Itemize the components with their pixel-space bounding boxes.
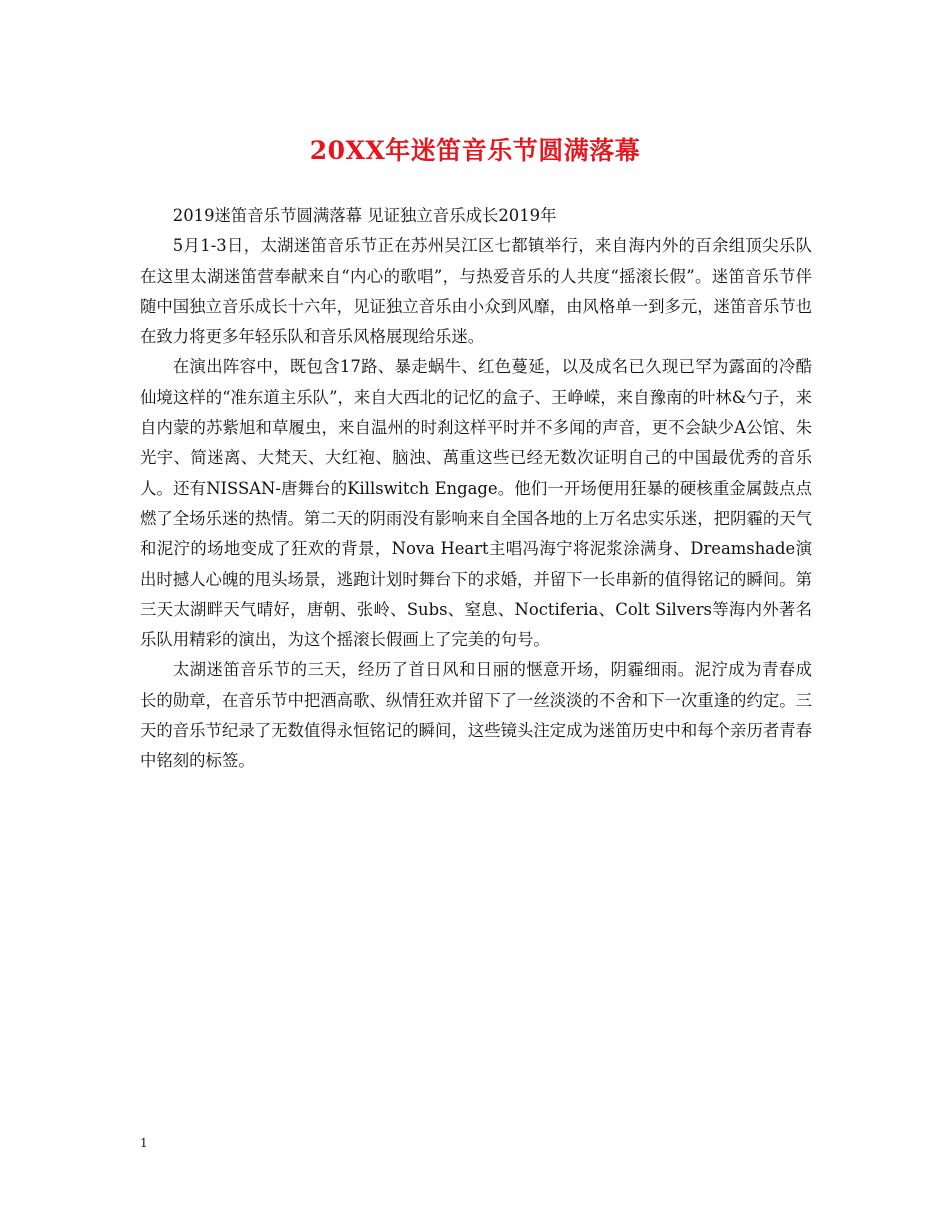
paragraph-lineup: 在演出阵容中，既包含17路、暴走蜗牛、红色蔓延，以及成名已久现已罕为露面的冷酷仙境这样的“准东道主乐队”，来自大西北的记忆的盒子、王峥嵘，来自豫南的叶林&勺子，来自内蒙的苏紫旭和草履虫，来自温州的时刹这样平时并不多闻的声音，更不会缺少A公馆、朱光宇、简迷离、大梵天、大红袍、脑浊、萬重这些已经无数次证明自己的中国最优秀的音乐人。还有NISSAN-唐舞台的Killswitch Engage。他们一开场便用狂暴的硬核重金属鼓点点燃了全场乐迷的热情。第二天的阴雨没有影响来自全国各地的上万名忠实乐迷，把阴霾的天气和泥泞的场地变成了狂欢的背景，Nova Heart主唱冯海宁将泥浆涂满身、Dreamshade演出时撼人心魄的甩头场景，逃跑计划时舞台下的求婚，并留下一长串新的值得铭记的瞬间。第三天太湖畔天气晴好，唐朝、张岭、Subs、窒息、Noctiferia、Colt Silvers等海内外著名乐队用精彩的演出，为这个摇滚长假画上了完美的句号。 — [140, 357, 813, 650]
document-title: 20XX年迷笛音乐节圆满落幕 — [309, 136, 641, 165]
page-number: 1 — [140, 1136, 148, 1150]
paragraph-intro: 5月1-3日，太湖迷笛音乐节正在苏州吴江区七都镇举行，来自海内外的百余组顶尖乐队在这里太湖迷笛营奉献来自“内心的歌唱”，与热爱音乐的人共度“摇滚长假”。迷笛音乐节伴随中国独立音乐成长十六年，见证独立音乐由小众到风靡，由风格单一到多元，迷笛音乐节也在致力将更多年轻乐队和音乐风格展现给乐迷。 — [140, 236, 813, 347]
document-body — [140, 201, 812, 777]
paragraph-headline: 2019迷笛音乐节圆满落幕 见证独立音乐成长2019年 — [172, 206, 557, 225]
paragraph-summary: 太湖迷笛音乐节的三天，经历了首日风和日丽的惬意开场，阴霾细雨。泥泞成为青春成长的勋章，在音乐节中把酒高歌、纵情狂欢并留下了一丝淡淡的不舍和下一次重逢的约定。三天的音乐节纪录了无数值得永恒铭记的瞬间，这些镜头注定成为迷笛历史中和每个亲历者青春中铭刻的标签。 — [140, 660, 813, 771]
